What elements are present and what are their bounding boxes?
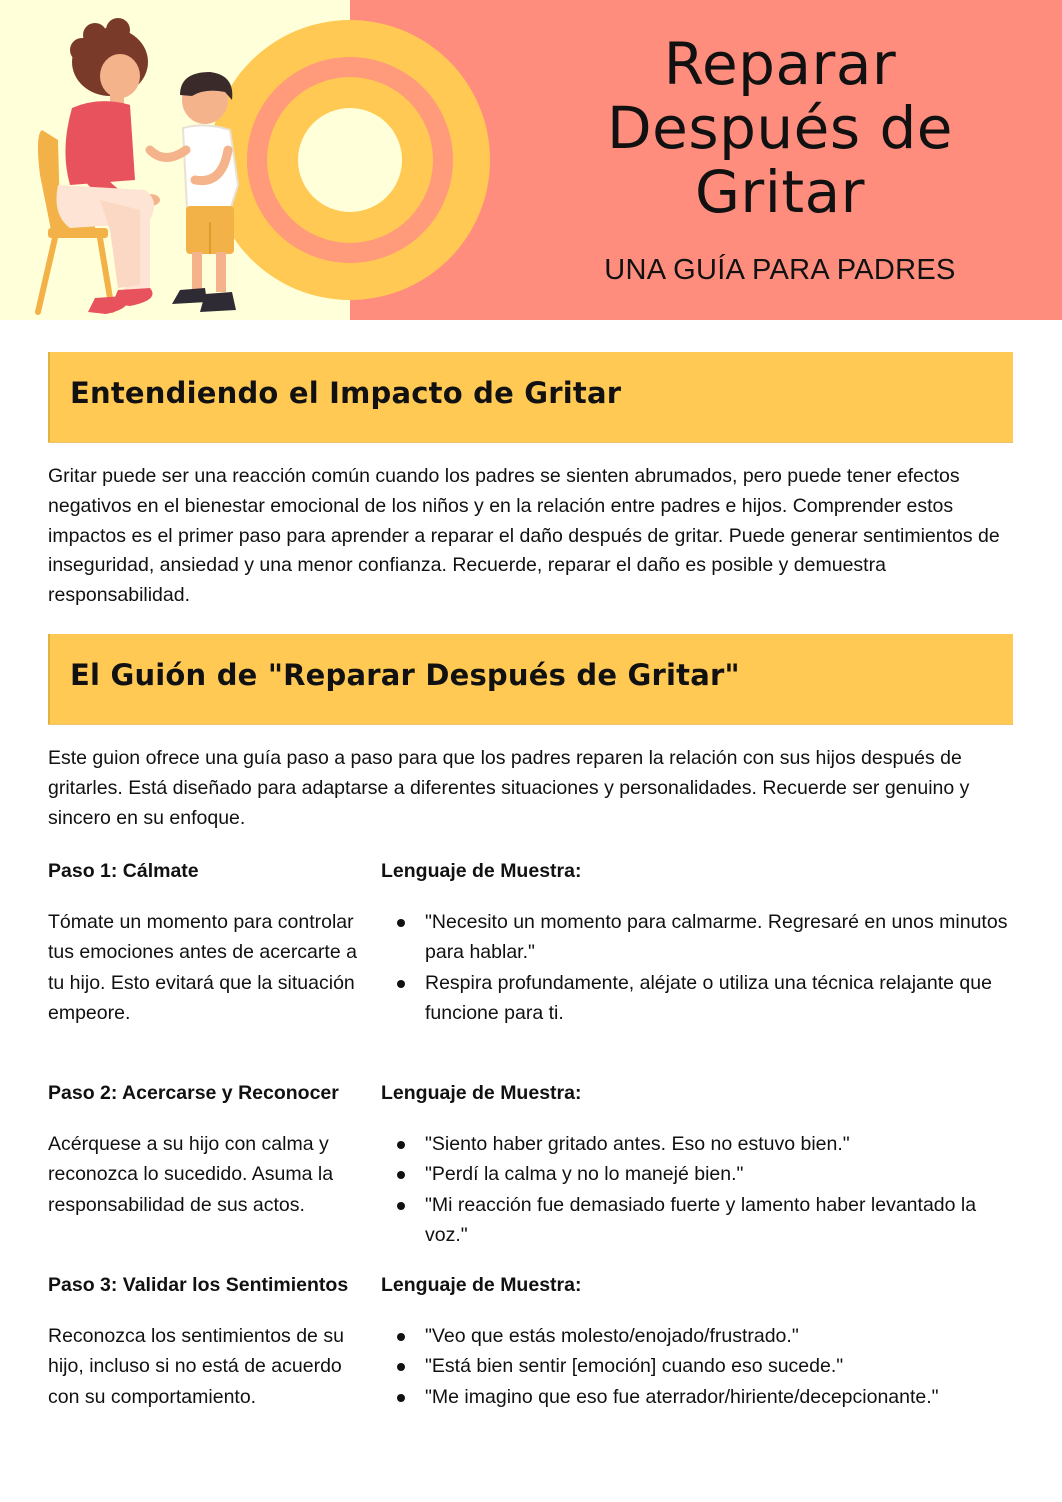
step-title: Paso 1: Cálmate	[48, 860, 199, 882]
title-block	[530, 32, 1030, 287]
section-heading-script: El Guión de "Reparar Después de Gritar"	[70, 658, 740, 692]
sample-item: "Mi reacción fue demasiado fuerte y lamento haber levantado la voz."	[381, 1190, 1021, 1251]
step-3-right	[381, 1270, 1021, 1412]
step-description: Reconozca los sentimientos de su hijo, incluso si no está de acuerdo con su comportamiento.	[48, 1324, 344, 1408]
section-body-impact: Gritar puede ser una reacción común cuando los padres se sienten abrumados, pero puede tener efectos negativos en el bienestar emocional de los niños y en la relación entre padres e hijos. Comprender estos impactos es el primer paso para aprender a reparar el daño después de gritar. Puede generar sentimientos de inseguridad, ansiedad y una menor confianza. Recuerde, reparar el daño es posible y demuestra responsabilidad.	[48, 465, 1000, 607]
step-title: Paso 3: Validar los Sentimientos	[48, 1274, 349, 1296]
section-heading-impact: Entendiendo el Impacto de Gritar	[70, 376, 622, 410]
page-subtitle: UNA GUÍA PARA PADRES	[604, 254, 956, 286]
title-line-1: Reparar	[663, 30, 897, 98]
sample-list	[381, 1321, 1021, 1413]
sample-list	[381, 1129, 1021, 1251]
step-1-right	[381, 856, 1021, 1029]
sample-language-title: Lenguaje de Muestra:	[381, 1274, 582, 1296]
sample-language-title: Lenguaje de Muestra:	[381, 1082, 582, 1104]
title-line-3: Gritar	[694, 158, 866, 226]
parent-and-child-illustration	[0, 0, 520, 320]
sample-list	[381, 907, 1021, 1029]
sample-item: "Necesito un momento para calmarme. Regresaré en unos minutos para hablar."	[381, 907, 1021, 968]
step-2-left	[48, 1078, 366, 1220]
sample-item: "Perdí la calma y no lo manejé bien."	[381, 1159, 1021, 1190]
step-description: Acérquese a su hijo con calma y reconozca lo sucedido. Asuma la responsabilidad de sus actos.	[48, 1132, 334, 1216]
section-heading-bar-script	[48, 634, 1013, 724]
step-3-left	[48, 1270, 366, 1412]
sample-item: "Me imagino que eso fue aterrador/hiriente/decepcionante."	[381, 1382, 1021, 1413]
sample-item: "Está bien sentir [emoción] cuando eso sucede."	[381, 1351, 1021, 1382]
step-title: Paso 2: Acercarse y Reconocer	[48, 1082, 339, 1104]
title-line-2: Después de	[607, 94, 953, 162]
sample-item: "Veo que estás molesto/enojado/frustrado."	[381, 1321, 1021, 1352]
step-2-right	[381, 1078, 1021, 1251]
step-1-left	[48, 856, 366, 1029]
page-header	[0, 0, 1062, 320]
sample-language-title: Lenguaje de Muestra:	[381, 860, 582, 882]
section-body-script: Este guion ofrece una guía paso a paso para que los padres reparen la relación con sus hijos después de gritarles. Está diseñado para adaptarse a diferentes situaciones y personalidades. Recuerde ser genuino y sincero en su enfoque.	[48, 747, 970, 829]
sample-item: "Siento haber gritado antes. Eso no estuvo bien."	[381, 1129, 1021, 1160]
page-title	[530, 32, 1030, 224]
sample-item: Respira profundamente, aléjate o utiliza una técnica relajante que funcione para ti.	[381, 968, 1021, 1029]
section-heading-bar-impact	[48, 352, 1013, 442]
step-description: Tómate un momento para controlar tus emociones antes de acercarte a tu hijo. Esto evitará que la situación empeore.	[48, 910, 357, 1024]
